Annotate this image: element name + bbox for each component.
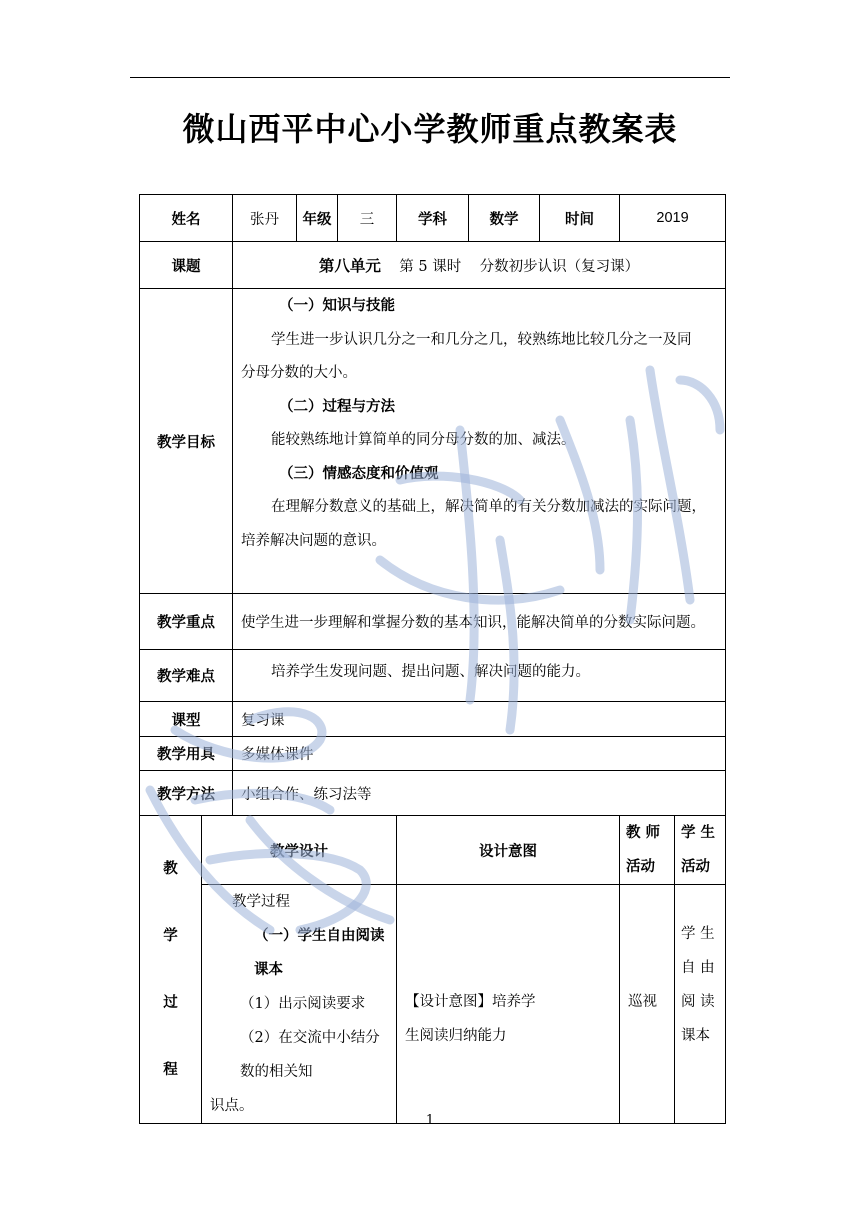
intent-line-2: 生阅读归纳能力	[405, 1028, 507, 1044]
lesson-type-label: 课型	[140, 702, 233, 737]
objective-heading-process: （二）过程与方法	[279, 398, 395, 415]
process-label-char-4: 程	[163, 1061, 178, 1078]
intent-line-1: 【设计意图】培养学	[405, 994, 536, 1010]
student-activity-header-2: 活动	[681, 859, 710, 875]
design-column-header: 教学设计	[202, 816, 397, 885]
topic-label: 课题	[140, 242, 233, 289]
teacher-activity-header	[620, 816, 675, 885]
process-header-row	[140, 816, 726, 885]
tools-label: 教学用具	[140, 737, 233, 771]
objectives-row	[140, 289, 726, 594]
header-rule	[130, 77, 730, 78]
intent-column-header: 设计意图	[397, 816, 620, 885]
tools-value: 多媒体课件	[233, 737, 726, 771]
design-content	[202, 885, 397, 1124]
objective-text-attitude-2: 培养解决问题的意识。	[241, 532, 386, 549]
time-value: 2019	[620, 195, 726, 242]
intent-content	[397, 885, 620, 1124]
page-number: 1	[425, 1113, 435, 1128]
key-point-label: 教学重点	[140, 594, 233, 650]
process-content-row	[140, 885, 726, 1124]
design-line-4: （2）在交流中小结分数的相关知	[240, 1030, 380, 1080]
student-activity-line-2: 自 由	[681, 960, 715, 976]
design-line-3: （1）出示阅读要求	[240, 996, 366, 1012]
design-line-1: 教学过程	[232, 894, 290, 910]
design-line-5: 识点。	[210, 1098, 254, 1114]
teacher-activity: 巡视	[620, 885, 675, 1124]
topic-name: 分数初步认识（复习课）	[479, 259, 640, 275]
process-label-char-3: 过	[163, 994, 178, 1011]
objective-text-knowledge-1: 学生进一步认识几分之一和几分之几，较熟练地比较几分之一及同	[271, 331, 692, 348]
process-label-char-2: 学	[163, 927, 178, 944]
name-value: 张丹	[233, 195, 297, 242]
difficulty-value: 培养学生发现问题、提出问题、解决问题的能力。	[233, 650, 726, 702]
name-label: 姓名	[140, 195, 233, 242]
design-line-2: （一）学生自由阅读课本	[254, 928, 385, 978]
difficulty-label: 教学难点	[140, 650, 233, 702]
student-activity-header	[675, 816, 726, 885]
lesson-type-row	[140, 702, 726, 737]
topic-unit: 第八单元	[318, 257, 381, 275]
objective-text-knowledge-2: 分母分数的大小。	[241, 365, 357, 381]
topic-value	[233, 242, 726, 289]
difficulty-row	[140, 650, 726, 702]
student-activity-line-4: 课本	[681, 1028, 710, 1044]
method-row	[140, 771, 726, 816]
objective-heading-knowledge: （一）知识与技能	[279, 298, 395, 314]
teacher-activity-header-2: 活动	[626, 859, 655, 875]
topic-row	[140, 242, 726, 289]
process-label	[140, 816, 202, 1124]
teacher-activity-header-1: 教 师	[626, 825, 661, 841]
key-point-row	[140, 594, 726, 650]
process-label-char-1: 教	[163, 860, 178, 877]
subject-value: 数学	[469, 195, 540, 242]
objective-text-attitude-1: 在理解分数意义的基础上，解决简单的有关分数加减法的实际问题，	[271, 499, 706, 515]
page-title: 微山西平中心小学教师重点教案表	[182, 110, 678, 148]
method-value: 小组合作、练习法等	[233, 771, 726, 816]
lesson-plan-table	[139, 194, 726, 1124]
student-activity-header-1: 学 生	[681, 825, 716, 841]
grade-label: 年级	[297, 195, 338, 242]
topic-lesson: 第 5 课时	[399, 259, 462, 275]
method-label: 教学方法	[140, 771, 233, 816]
tools-row	[140, 737, 726, 771]
lesson-type-value: 复习课	[233, 702, 726, 737]
objective-text-process: 能较熟练地计算简单的同分母分数的加、减法。	[271, 432, 576, 448]
objectives-label: 教学目标	[140, 289, 233, 594]
key-point-value: 使学生进一步理解和掌握分数的基本知识，能解决简单的分数实际问题。	[233, 594, 726, 650]
subject-label: 学科	[397, 195, 469, 242]
objective-heading-attitude: （三）情感态度和价值观	[279, 465, 439, 482]
student-activity-line-1: 学 生	[681, 926, 715, 942]
grade-value: 三	[338, 195, 397, 242]
objectives-content	[233, 289, 726, 594]
time-label: 时间	[540, 195, 620, 242]
header-row	[140, 195, 726, 242]
student-activity-line-3: 阅 读	[681, 994, 715, 1010]
student-activity	[675, 885, 726, 1124]
